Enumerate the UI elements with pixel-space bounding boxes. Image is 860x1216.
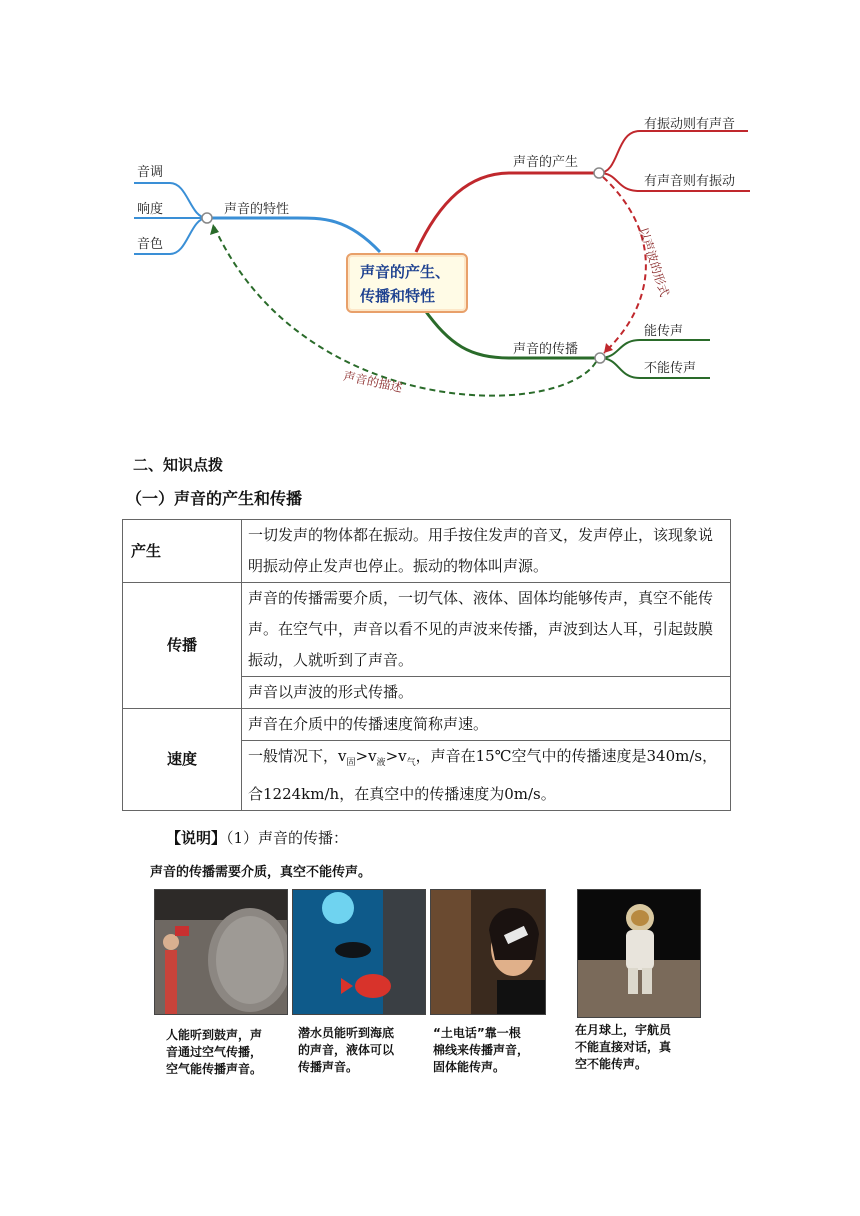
caption-astronaut [575,1022,671,1073]
mind-map-center-title [360,260,460,308]
caption-drum-line-1: 人能听到鼓声，声 [166,1028,263,1042]
caption-drum [166,1027,262,1078]
diver-illustration [293,890,425,1014]
text-speed-2 [242,741,731,811]
caption-diver-line-3: 传播声音。 [298,1060,359,1074]
note-label: 【说明】 [166,829,227,847]
produce-item-2: 有声音则有振动 [644,174,736,189]
note-text: （1）声音的传播： [226,829,349,847]
drum-illustration [155,890,287,1014]
caption-phone-line-2: 棉线来传播声音， [433,1043,530,1057]
link-label-wave: 以声波的形式 [635,225,672,299]
caption-string-telephone [433,1025,529,1076]
speed-sub-liquid: 液 [376,758,386,768]
produce-branch-label: 声音的产生 [513,155,579,170]
caption-phone-line-1: “土电话”靠一根 [433,1026,521,1040]
mind-map-lines [0,0,860,420]
propagate-item-2: 不能传声 [644,361,697,376]
knowledge-table [122,519,731,811]
text-speed-1: 声音在介质中的传播速度简称声速。 [242,709,731,741]
label-propagate: 传播 [123,583,242,709]
section-title: 二、知识点拨 [133,456,224,474]
string-telephone-illustration [431,890,545,1014]
speed-sub-gas: 气 [406,758,416,768]
center-title-line-2: 传播和特性 [360,287,436,305]
table-row-propagate-1 [123,583,731,677]
caption-astro-line-2: 不能直接对话，真 [575,1040,672,1054]
astronaut-illustration [578,890,700,1017]
speed-sub-solid: 固 [346,758,356,768]
caption-drum-line-3: 空气能传播声音。 [166,1062,263,1076]
caption-diver [298,1025,394,1076]
photo-string-telephone [430,889,546,1015]
propagate-branch-label: 声音的传播 [513,342,579,357]
figure-title: 声音的传播需要介质，真空不能传声。 [150,865,372,880]
caption-drum-line-2: 音通过空气传播， [166,1045,263,1059]
section-subtitle: （一）声音的产生和传播 [126,489,303,508]
text-propagate-2: 声音以声波的形式传播。 [242,677,731,709]
propagate-item-1: 能传声 [644,324,684,339]
photo-astronaut [577,889,701,1018]
label-speed: 速度 [123,709,242,811]
char-item-loudness: 响度 [137,202,164,217]
produce-item-1: 有振动则有声音 [644,117,736,132]
speed-pre: 一般情况下，v [248,747,347,765]
speed-mid-1: >v [355,747,377,765]
caption-phone-line-3: 固体能传声。 [433,1060,506,1074]
char-item-pitch: 音调 [137,165,164,180]
text-propagate-1: 声音的传播需要介质，一切气体、液体、固体均能够传声，真空不能传声。在空气中，声音以看不见的声波来传播，声波到达人耳，引起鼓膜振动，人就听到了声音。 [242,583,731,677]
caption-diver-line-1: 潜水员能听到海底 [298,1026,395,1040]
table-row-produce [123,520,731,583]
speed-post: ，声音在15℃空气中的传播速度是340m/s，合1224km/h，在真空中的传播速度为0m/s。 [248,747,718,803]
photo-diver [292,889,426,1015]
text-produce: 一切发声的物体都在振动。用手按住发声的音叉，发声停止，该现象说明振动停止发声也停止。振动的物体叫声源。 [242,520,731,583]
photo-drum [154,889,288,1015]
char-branch-label: 声音的特性 [224,202,290,217]
center-title-line-1: 声音的产生、 [360,263,451,281]
caption-astro-line-1: 在月球上，宇航员 [575,1023,672,1037]
label-produce: 产生 [123,520,242,583]
caption-diver-line-2: 的声音，液体可以 [298,1043,395,1057]
caption-astro-line-3: 空不能传声。 [575,1057,648,1071]
link-label-description: 声音的描述 [342,368,404,396]
speed-mid-2: >v [385,747,407,765]
char-item-timbre: 音色 [137,237,164,252]
note-line [166,827,348,848]
table-row-speed-1 [123,709,731,741]
